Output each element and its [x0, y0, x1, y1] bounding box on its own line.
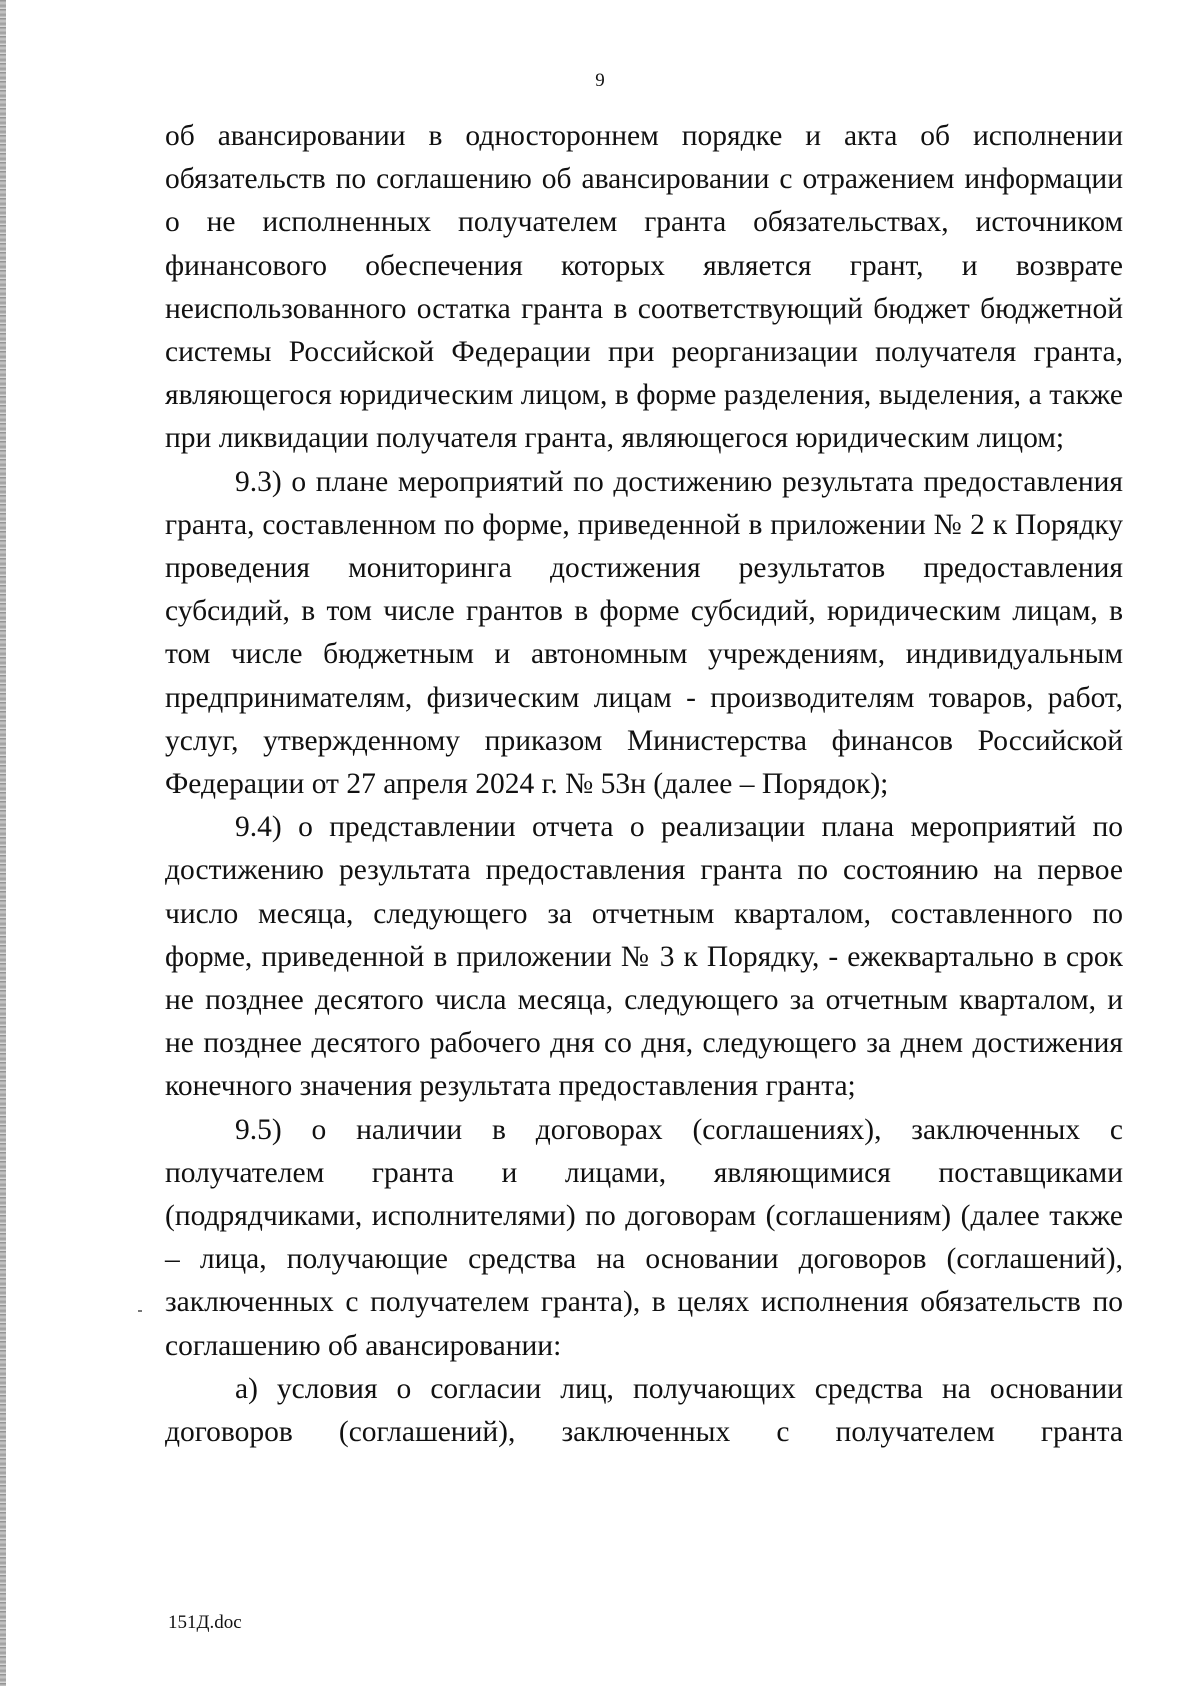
paragraph-item-a: а) условия о согласии лиц, получающих средства на основании договоров (соглашений), заключенных с получателем гранта [165, 1372, 1123, 1449]
page-number: 9 [595, 70, 605, 91]
document-body [165, 115, 1123, 1454]
paragraph-9-4: 9.4) о представлении отчета о реализации плана мероприятий по достижению результата предоставления гранта по состоянию на первое число месяца, следующего за отчетным кварталом, составленного по форме, приведенной в приложении № 3 к Порядку, - ежеквартально в срок не позднее десятого числа месяца, следующего за отчетным кварталом, и не позднее десятого рабочего дня со дня, следующего за днем достижения конечного значения результата предоставления гранта; [165, 811, 1123, 1103]
footer-filename: 151Д.doc [168, 1612, 242, 1633]
paragraph-9-5: 9.5) о наличии в договорах (соглашениях), заключенных с получателем гранта и лицами, являющимися поставщиками (подрядчиками, исполнителями) по договорам (соглашениям) (далее также – лица, получающие средства на основании договоров (соглашений), заключенных с получателем гранта), в целях исполнения обязательств по соглашению об авансировании: [165, 1113, 1123, 1362]
scan-edge [0, 0, 6, 1686]
paragraph-continuation: об авансировании в одностороннем порядке и акта об исполнении обязательств по соглашению об авансировании с отражением информации о не исполненных получателем гранта обязательствах, источником финансового обеспечения которых является грант, и возврате неиспользованного остатка гранта в соответствующий бюджет бюджетной системы Российской Федерации при реорганизации получателя гранта, являющегося юридическим лицом, в форме разделения, выделения, а также при ликвидации получателя гранта, являющегося юридическим лицом; [165, 120, 1123, 455]
paragraph-9-3: 9.3) о плане мероприятий по достижению результата предоставления гранта, составленном по форме, приведенной в приложении № 2 к Порядку проведения мониторинга достижения результатов предоставления субсидий, в том числе грантов в форме субсидий, юридическим лицам, в том числе бюджетным и автономным учреждениям, индивидуальным предпринимателям, физическим лицам - производителям товаров, работ, услуг, утвержденному приказом Министерства финансов Российской Федерации от 27 апреля 2024 г. № 53н (далее – Порядок); [165, 465, 1123, 801]
scan-speck [138, 1310, 142, 1312]
